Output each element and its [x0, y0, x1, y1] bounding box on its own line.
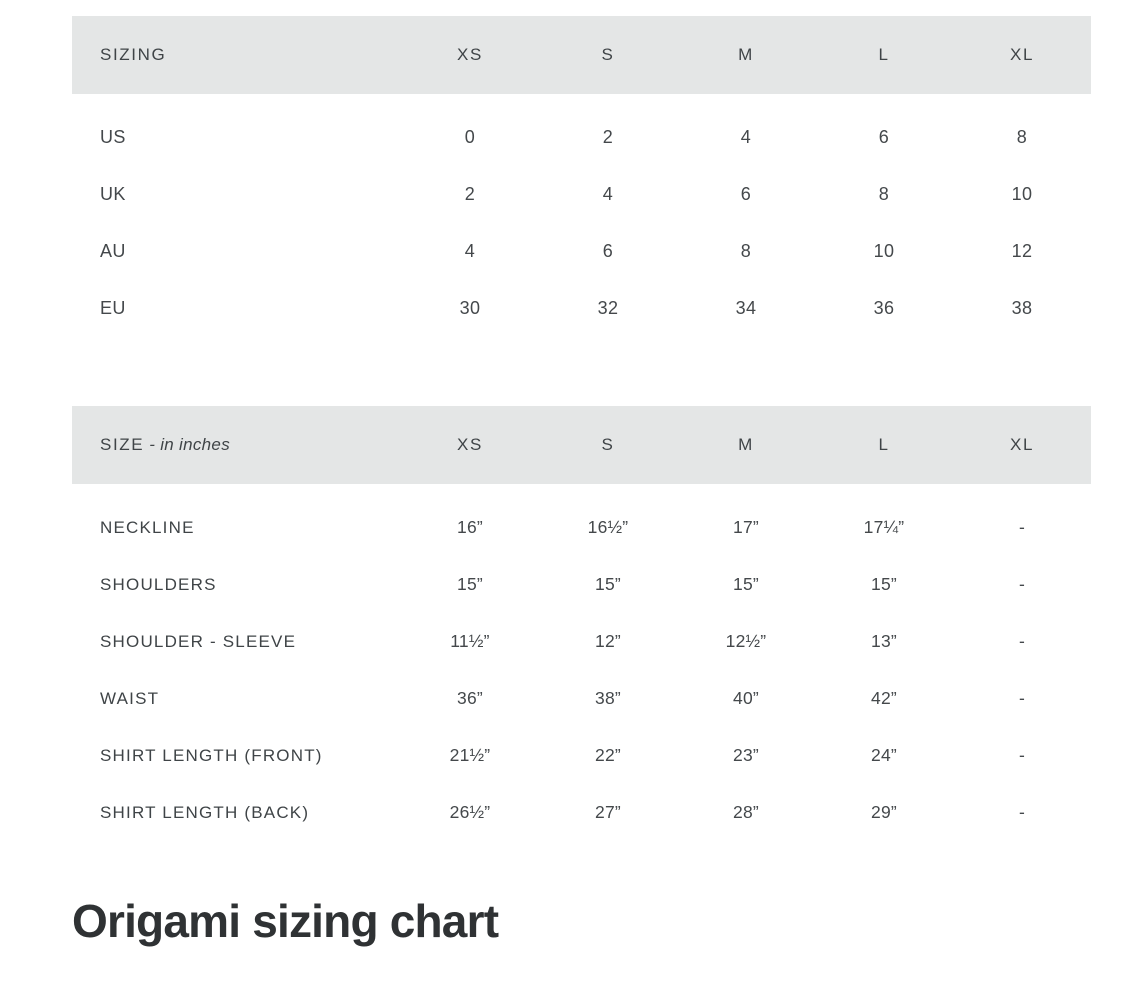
row-label: NECKLINE [72, 484, 401, 556]
row-value: 8 [953, 94, 1091, 166]
table-row [72, 280, 1091, 352]
header-label: SIZE [100, 435, 145, 454]
row-label: SHIRT LENGTH (BACK) [72, 784, 401, 856]
row-label: AU [72, 223, 401, 280]
table-row [72, 613, 1091, 670]
row-value: 8 [815, 166, 953, 223]
table-header-row [72, 406, 1091, 484]
page-title: Origami sizing chart [72, 895, 499, 947]
table-row [72, 484, 1091, 556]
table-row [72, 727, 1091, 784]
row-label: SHOULDER - SLEEVE [72, 613, 401, 670]
row-value: 21½” [401, 727, 539, 784]
row-value: 4 [677, 94, 815, 166]
international-sizing-table [72, 16, 1091, 352]
row-value: 15” [815, 556, 953, 613]
table-header-row [72, 16, 1091, 94]
row-value: 4 [401, 223, 539, 280]
row-label: UK [72, 166, 401, 223]
row-value: - [953, 670, 1091, 727]
table-header [72, 16, 1091, 94]
row-value: 30 [401, 280, 539, 352]
row-label: EU [72, 280, 401, 352]
header-label-unit: - in inches [144, 435, 230, 454]
header-cell-xs: XS [401, 16, 539, 94]
row-value: - [953, 484, 1091, 556]
row-value: 40” [677, 670, 815, 727]
row-label: SHOULDERS [72, 556, 401, 613]
header-cell-sizing [72, 16, 401, 94]
table-row [72, 784, 1091, 856]
row-value: 42” [815, 670, 953, 727]
table-row [72, 223, 1091, 280]
row-value: 16½” [539, 484, 677, 556]
row-value: 29” [815, 784, 953, 856]
row-value: 17” [677, 484, 815, 556]
row-value: 17¼” [815, 484, 953, 556]
row-value: 12” [539, 613, 677, 670]
row-value: 12½” [677, 613, 815, 670]
row-value: 28” [677, 784, 815, 856]
row-value: 6 [677, 166, 815, 223]
row-value: 10 [953, 166, 1091, 223]
row-value: 15” [677, 556, 815, 613]
table-row [72, 556, 1091, 613]
table-body [72, 94, 1091, 352]
header-cell-l: L [815, 406, 953, 484]
row-value: 10 [815, 223, 953, 280]
header-label: SIZING [100, 45, 167, 64]
header-cell-s: S [539, 406, 677, 484]
row-value: - [953, 784, 1091, 856]
row-value: 23” [677, 727, 815, 784]
row-label: WAIST [72, 670, 401, 727]
row-value: 24” [815, 727, 953, 784]
row-value: 2 [401, 166, 539, 223]
header-cell-s: S [539, 16, 677, 94]
row-value: 15” [539, 556, 677, 613]
row-value: 32 [539, 280, 677, 352]
row-value: 13” [815, 613, 953, 670]
measurements-table [72, 406, 1091, 856]
table-row [72, 94, 1091, 166]
header-cell-xs: XS [401, 406, 539, 484]
row-value: 27” [539, 784, 677, 856]
header-cell-m: M [677, 16, 815, 94]
header-cell-size [72, 406, 401, 484]
row-value: 12 [953, 223, 1091, 280]
row-label: US [72, 94, 401, 166]
row-value: - [953, 727, 1091, 784]
row-value: 8 [677, 223, 815, 280]
row-value: 11½” [401, 613, 539, 670]
row-value: 15” [401, 556, 539, 613]
row-value: 4 [539, 166, 677, 223]
header-cell-m: M [677, 406, 815, 484]
table-row [72, 166, 1091, 223]
row-value: 34 [677, 280, 815, 352]
header-cell-xl: XL [953, 406, 1091, 484]
row-value: 38 [953, 280, 1091, 352]
row-value: 16” [401, 484, 539, 556]
row-value: 36” [401, 670, 539, 727]
row-value: 2 [539, 94, 677, 166]
header-cell-xl: XL [953, 16, 1091, 94]
table-body [72, 484, 1091, 856]
table-header [72, 406, 1091, 484]
row-value: 26½” [401, 784, 539, 856]
header-cell-l: L [815, 16, 953, 94]
row-value: 6 [815, 94, 953, 166]
row-value: 22” [539, 727, 677, 784]
table-spacer [72, 352, 1053, 406]
row-value: 0 [401, 94, 539, 166]
table-row [72, 670, 1091, 727]
row-value: 36 [815, 280, 953, 352]
row-value: 38” [539, 670, 677, 727]
row-value: 6 [539, 223, 677, 280]
row-value: - [953, 556, 1091, 613]
row-label: SHIRT LENGTH (FRONT) [72, 727, 401, 784]
row-value: - [953, 613, 1091, 670]
